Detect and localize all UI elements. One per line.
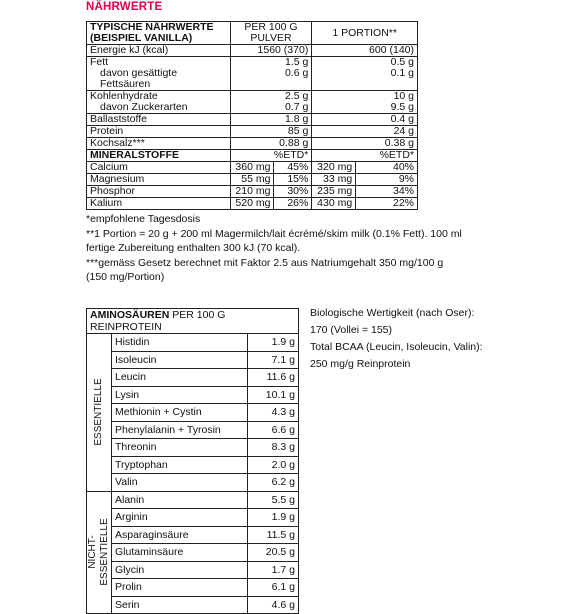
nutrition-value-portion: 0.5 g 0.1 g	[312, 57, 418, 91]
amino-row	[87, 439, 299, 457]
nutrition-value-portion: 0.4 g	[312, 114, 418, 126]
nutrition-value-portion: 10 g 9.5 g	[312, 91, 418, 114]
amino-value: 8.3 g	[248, 439, 299, 457]
mineral-amount-per100: 360 mg	[230, 162, 274, 174]
amino-row	[87, 456, 299, 474]
amino-row	[87, 369, 299, 387]
amino-row	[87, 351, 299, 369]
mineral-header-label: MINERALSTOFFE	[87, 150, 231, 162]
nutrition-value-per100: 1.5 g 0.6 g	[230, 57, 312, 91]
mineral-label: Magnesium	[87, 174, 231, 186]
mineral-amount-portion: 430 mg	[312, 198, 356, 210]
amino-name: Isoleucin	[112, 351, 248, 369]
amino-name: Glutaminsäure	[112, 544, 248, 562]
amino-value: 4.3 g	[248, 404, 299, 422]
amino-name: Phenylalanin + Tyrosin	[112, 421, 248, 439]
amino-header: AMINOSÄUREN PER 100 G REINPROTEIN	[87, 309, 299, 334]
nutrition-label: Energie kJ (kcal)	[87, 45, 231, 57]
mineral-etd-portion: 22%	[356, 198, 418, 210]
mineral-amount-portion: 320 mg	[312, 162, 356, 174]
nutrition-header-per100: PER 100 G PULVER	[230, 22, 312, 45]
amino-row	[87, 474, 299, 492]
nutrition-label: Kohlenhydrate davon Zuckerarten	[87, 91, 231, 114]
amino-value: 1.9 g	[248, 334, 299, 352]
mineral-row	[87, 174, 418, 186]
footnote-salt: ***gemäss Gesetz berechnet mit Faktor 2.5 aus Natriumgehalt 350 mg/100 g (150 mg/Portion)	[86, 257, 444, 283]
mineral-row	[87, 186, 418, 198]
bcaa-label: Total BCAA (Leucin, Isoleucin, Valin):	[310, 341, 483, 353]
amino-acid-table	[86, 308, 299, 614]
amino-value: 1.9 g	[248, 509, 299, 527]
amino-name: Threonin	[112, 439, 248, 457]
mineral-etd-per100: 45%	[274, 162, 312, 174]
amino-row	[87, 421, 299, 439]
amino-value: 6.1 g	[248, 579, 299, 597]
amino-value: 5.5 g	[248, 491, 299, 509]
nutrition-row-energy	[87, 45, 418, 57]
nutrition-row-protein	[87, 126, 418, 138]
amino-header-row	[87, 309, 299, 334]
amino-value: 11.6 g	[248, 369, 299, 387]
amino-row	[87, 491, 299, 509]
nutrition-row-carbs	[87, 91, 418, 114]
mineral-header-row	[87, 150, 418, 162]
amino-row	[87, 526, 299, 544]
nutrition-value-per100: 1560 (370)	[230, 45, 312, 57]
mineral-row	[87, 162, 418, 174]
amino-row	[87, 509, 299, 527]
footnote-etd: *empfohlene Tagesdosis	[86, 213, 201, 225]
footnote-portion: **1 Portion = 20 g + 200 ml Magermilch/lait écrémé/skim milk (0.1% Fett). 100 ml fertige Zubereitung enthalten 300 kJ (70 kcal).	[86, 228, 462, 254]
amino-row	[87, 386, 299, 404]
mineral-header-etd2: %ETD*	[312, 150, 418, 162]
amino-name: Lysin	[112, 386, 248, 404]
amino-value: 4.6 g	[248, 596, 299, 614]
mineral-row	[87, 198, 418, 210]
amino-value: 20.5 g	[248, 544, 299, 562]
amino-name: Tryptophan	[112, 456, 248, 474]
amino-row	[87, 596, 299, 614]
nonessential-group-label: NICHT- ESSENTIELLE	[87, 491, 112, 614]
nutrition-header-portion: 1 PORTION**	[312, 22, 418, 45]
amino-name: Arginin	[112, 509, 248, 527]
amino-value: 1.7 g	[248, 561, 299, 579]
nutrition-value-per100: 0.88 g	[230, 138, 312, 150]
nutrition-row-salt	[87, 138, 418, 150]
section-title: NÄHRWERTE	[86, 1, 163, 13]
amino-name: Histidin	[112, 334, 248, 352]
amino-name: Glycin	[112, 561, 248, 579]
nutrition-label: Fett davon gesättigte Fettsäuren	[87, 57, 231, 91]
amino-value: 6.6 g	[248, 421, 299, 439]
amino-row	[87, 579, 299, 597]
mineral-amount-per100: 210 mg	[230, 186, 274, 198]
bio-value: 170 (Vollei = 155)	[310, 324, 393, 336]
amino-value: 11.5 g	[248, 526, 299, 544]
mineral-etd-per100: 26%	[274, 198, 312, 210]
nutrition-value-portion: 0.38 g	[312, 138, 418, 150]
nutrition-value-per100: 85 g	[230, 126, 312, 138]
bcaa-value: 250 mg/g Reinprotein	[310, 358, 411, 370]
nutrition-label: Protein	[87, 126, 231, 138]
nutrition-row-fat	[87, 57, 418, 91]
footnotes	[86, 212, 466, 285]
amino-value: 2.0 g	[248, 456, 299, 474]
nutrition-table	[86, 21, 418, 210]
mineral-label: Kalium	[87, 198, 231, 210]
amino-row	[87, 334, 299, 352]
nutrition-label: Kochsalz***	[87, 138, 231, 150]
mineral-header-etd1: %ETD*	[230, 150, 312, 162]
amino-name: Prolin	[112, 579, 248, 597]
nutrition-value-portion: 600 (140)	[312, 45, 418, 57]
mineral-etd-per100: 30%	[274, 186, 312, 198]
mineral-etd-portion: 34%	[356, 186, 418, 198]
protein-quality-info	[310, 305, 540, 373]
essential-group-label: ESSENTIELLE	[87, 334, 112, 492]
amino-name: Leucin	[112, 369, 248, 387]
mineral-amount-portion: 33 mg	[312, 174, 356, 186]
mineral-label: Phosphor	[87, 186, 231, 198]
mineral-label: Calcium	[87, 162, 231, 174]
amino-name: Methionin + Cystin	[112, 404, 248, 422]
nutrition-header-row	[87, 22, 418, 45]
amino-value: 7.1 g	[248, 351, 299, 369]
mineral-amount-per100: 520 mg	[230, 198, 274, 210]
nutrition-label: Ballaststoffe	[87, 114, 231, 126]
nutrition-value-per100: 2.5 g 0.7 g	[230, 91, 312, 114]
mineral-etd-portion: 9%	[356, 174, 418, 186]
mineral-amount-per100: 55 mg	[230, 174, 274, 186]
amino-name: Asparaginsäure	[112, 526, 248, 544]
amino-row	[87, 404, 299, 422]
amino-value: 6.2 g	[248, 474, 299, 492]
nutrition-value-per100: 1.8 g	[230, 114, 312, 126]
amino-name: Serin	[112, 596, 248, 614]
bio-value-label: Biologische Wertigkeit (nach Oser):	[310, 307, 475, 319]
mineral-amount-portion: 235 mg	[312, 186, 356, 198]
nutrition-header-label: TYPISCHE NÄHRWERTE (BEISPIEL VANILLA)	[87, 22, 231, 45]
amino-row	[87, 544, 299, 562]
mineral-etd-per100: 15%	[274, 174, 312, 186]
amino-value: 10.1 g	[248, 386, 299, 404]
amino-name: Valin	[112, 474, 248, 492]
nutrition-row-fiber	[87, 114, 418, 126]
mineral-etd-portion: 40%	[356, 162, 418, 174]
nutrition-value-portion: 24 g	[312, 126, 418, 138]
amino-name: Alanin	[112, 491, 248, 509]
